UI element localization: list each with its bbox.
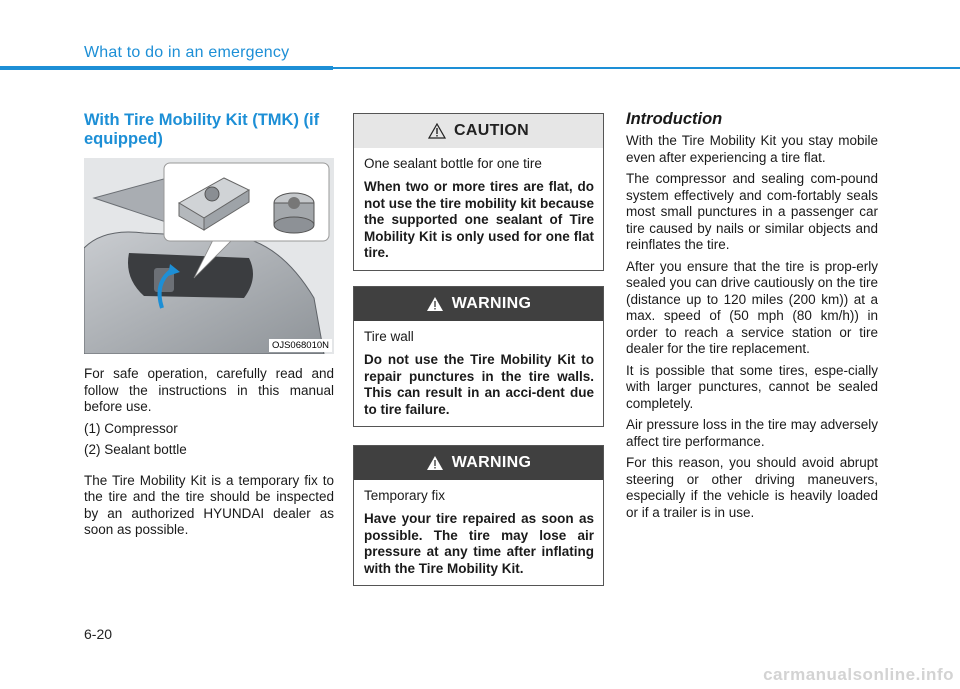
figure-code: OJS068010N (269, 339, 332, 352)
caution-box (353, 113, 604, 271)
header-rule (333, 67, 960, 69)
warning-triangle-icon (426, 455, 444, 471)
car-trunk-illustration (84, 158, 334, 354)
section-title: With Tire Mobility Kit (TMK) (if equipped) (84, 111, 320, 148)
caution-triangle-icon (428, 123, 446, 139)
caution-title: One sealant bottle for one tire (364, 156, 542, 171)
col1-text (84, 366, 334, 544)
tmk-figure (84, 158, 334, 354)
warning-label: WARNING (451, 295, 532, 312)
header-section-title: What to do in an emergency (84, 44, 290, 61)
warning-title: Temporary fix (364, 488, 446, 503)
page-number: 6-20 (84, 626, 113, 642)
introduction-text (626, 133, 878, 526)
warning-triangle-icon (426, 296, 444, 312)
intro-paragraph: It is possible that some tires, espe-cially with larger punctures, cannot be sealed completely. (626, 362, 878, 411)
intro-paragraph: For this reason, you should avoid abrupt steering or other driving maneuvers, especially if the vehicle is heavily loaded or if a trailer is in use. (626, 455, 878, 520)
caution-header (354, 114, 603, 148)
warning-text: Do not use the Tire Mobility Kit to repair punctures in the tire walls. This can result in an acci-dent due to tire failure. (364, 352, 594, 417)
warning-title: Tire wall (364, 329, 414, 344)
warning-box-tire-wall (353, 286, 604, 427)
intro-paragraph: The compressor and sealing com-pound system effectively and com-fortably seals most small punctures in a passenger car tire caused by nails or similar objects and reinflates the tire. (626, 171, 878, 252)
warning-text: Have your tire repaired as soon as possible. The tire may lose air pressure at any time after inflating with the Tire Mobility Kit. (364, 511, 594, 576)
intro-paragraph: With the Tire Mobility Kit you stay mobile even after experiencing a tire flat. (626, 133, 878, 165)
caution-label: CAUTION (454, 122, 529, 139)
intro-paragraph: Air pressure loss in the tire may adversely affect tire performance. (626, 417, 878, 449)
col1-item-compressor: (1) Compressor (84, 420, 178, 436)
caution-text: When two or more tires are flat, do not use the tire mobility kit because the supported one sealant of Tire Mobility Kit is only used for one flat tire. (364, 179, 594, 260)
warning-header (354, 287, 603, 321)
col1-paragraph-2: The Tire Mobility Kit is a temporary fix to the tire and the tire should be inspected by an authorized HYUNDAI dealer as soon as possible. (84, 472, 334, 537)
col1-item-sealant: (2) Sealant bottle (84, 442, 187, 457)
intro-paragraph: After you ensure that the tire is prop-erly sealed you can drive cautiously on the tire (distance up to 120 miles (200 km)) at a max. speed of (50 mph (80 km/h)) in order to reach a service station or tire dealer for the tire replacement. (626, 258, 878, 356)
col1-paragraph-1: For safe operation, carefully read and follow the instructions in this manual before use. (84, 366, 334, 414)
watermark: carmanualsonline.info (763, 665, 954, 684)
warning-header (354, 446, 603, 480)
warning-box-temporary-fix (353, 445, 604, 586)
warning-label: WARNING (451, 454, 532, 471)
introduction-heading: Introduction (626, 110, 723, 128)
header-accent-bar (0, 66, 333, 70)
